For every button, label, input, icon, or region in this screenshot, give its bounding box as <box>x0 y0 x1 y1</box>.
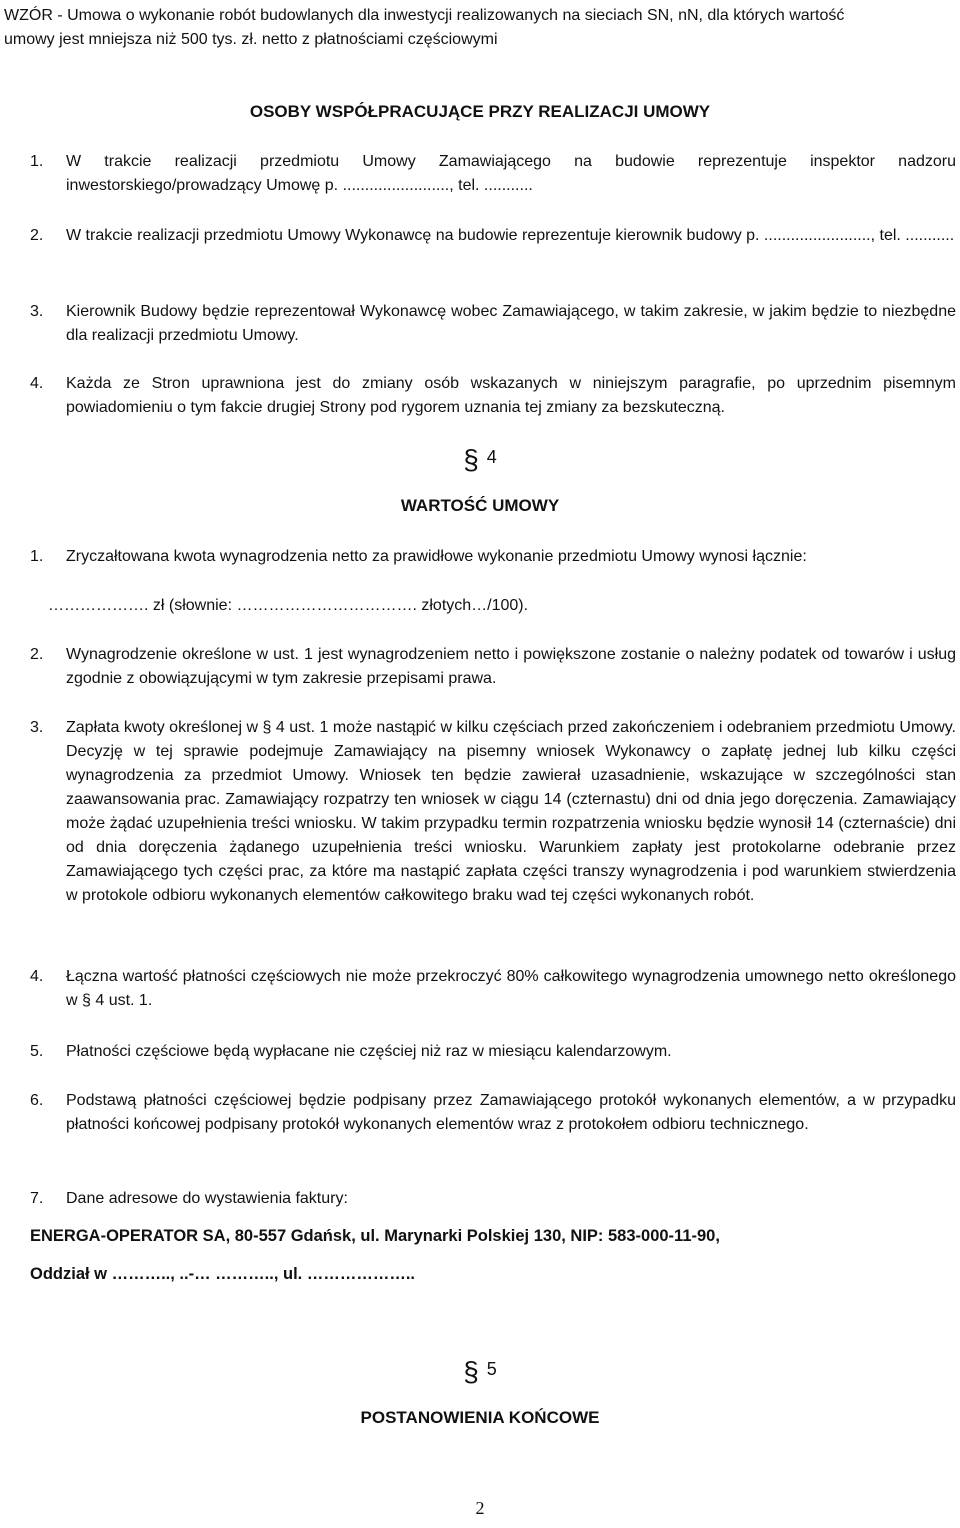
list-item <box>30 372 956 420</box>
section-5-marker <box>0 1356 960 1388</box>
section-number: 5 <box>486 1359 497 1379</box>
item-number: 4. <box>30 968 44 985</box>
item-text: Podstawą płatności częściowej będzie podpisany przez Zamawiającego protokół wykonanych elementów, a w przypadku płatności końcowej podpisany protokół wykonanych elementów wraz z protokołem odbioru technicznego. <box>66 1092 956 1133</box>
section-4-marker <box>0 444 960 476</box>
item-number: 3. <box>30 719 44 736</box>
item-text: W trakcie realizacji przedmiotu Umowy Zamawiającego na budowie reprezentuje inspektor nadzoru inwestorskiego/prowadzący Umowę p. ........................, tel. ........... <box>66 153 956 194</box>
list-item <box>30 1089 956 1137</box>
section-title-persons: OSOBY WSPÓŁPRACUJĄCE PRZY REALIZACJI UMOWY <box>249 102 711 121</box>
item-text: Każda ze Stron uprawniona jest do zmiany osób wskazanych w niniejszym paragrafie, po uprzednim pisemnym powiadomieniu o tym fakcie drugiej Strony pod rygorem uznania tej zmiany za bezskuteczną. <box>66 375 956 416</box>
item-text: Zryczałtowana kwota wynagrodzenia netto za prawidłowe wykonanie przedmiotu Umowy wynosi łącznie: <box>66 548 807 565</box>
header-line-1: WZÓR - Umowa o wykonanie robót budowlanych dla inwestycji realizowanych na sieciach SN, nN, dla których wartość <box>4 7 845 24</box>
item-number: 6. <box>30 1092 44 1109</box>
list-item <box>30 1187 956 1211</box>
header-line-2: umowy jest mniejsza niż 500 tys. zł. netto z płatnościami częściowymi <box>4 31 498 48</box>
section-title-value: WARTOŚĆ UMOWY <box>400 496 560 515</box>
list-item <box>30 300 956 348</box>
list-item <box>30 545 956 569</box>
item-number: 1. <box>30 153 44 170</box>
amount-text: ………………. zł (słownie: ……………………………. złotych…/100). <box>48 597 529 614</box>
item-number: 3. <box>30 303 44 320</box>
invoice-branch: Oddział w ……….., ..-… ……….., ul. ……………….. <box>30 1265 416 1283</box>
section-symbol: § <box>463 444 479 475</box>
page-number: 2 <box>475 1498 485 1518</box>
item-text: Łączna wartość płatności częściowych nie może przekroczyć 80% całkowitego wynagrodzenia umownego netto określonego w § 4 ust. 1. <box>66 968 956 1009</box>
list-item <box>30 643 956 691</box>
section-title-final: POSTANOWIENIA KOŃCOWE <box>360 1408 600 1427</box>
section-symbol: § <box>463 1356 479 1387</box>
item-number: 2. <box>30 227 44 244</box>
list-item <box>30 716 956 908</box>
item-number: 1. <box>30 548 44 565</box>
item-text: Zapłata kwoty określonej w § 4 ust. 1 może nastąpić w kilku częściach przed zakończeniem i odebraniem przedmiotu Umowy. Decyzję w tej sprawie podejmuje Zamawiający na pisemny wniosek Wykonawcy o zapłatę jednej lub kilku części wynagrodzenia za przedmiot Umowy. Wniosek ten będzie zawierał uzasadnienie, wskazujące w szczególności stan zaawansowania prac. Zamawiający rozpatrzy ten wniosek w ciągu 14 (czternastu) dni od dnia jego doręczenia. Zamawiający może żądać uzupełnienia treści wniosku. W takim przypadku termin rozpatrzenia wniosku będzie wynosił 14 (czternaście) dni od dnia doręczenia żądanego uzupełnienia treści wniosku. Warunkiem zapłaty jest protokolarne odebranie przez Zamawiającego tych części prac, za które ma nastąpić zapłata części transzy wynagrodzenia i pod warunkiem stwierdzenia w protokole odbioru wykonanych elementów całkowitego braku wad tej części wykonanych robót. <box>66 719 956 904</box>
item-number: 7. <box>30 1190 44 1207</box>
item-text: W trakcie realizacji przedmiotu Umowy Wykonawcę na budowie reprezentuje kierownik budowy p. ........................, tel. ........... <box>66 227 955 244</box>
list-item <box>30 1040 956 1064</box>
list-item <box>30 224 956 248</box>
item-text: Płatności częściowe będą wypłacane nie częściej niż raz w miesiącu kalendarzowym. <box>66 1043 672 1060</box>
list-item <box>30 965 956 1013</box>
invoice-address: ENERGA-OPERATOR SA, 80-557 Gdańsk, ul. Marynarki Polskiej 130, NIP: 583-000-11-90, <box>30 1227 720 1245</box>
item-number: 4. <box>30 375 44 392</box>
item-text: Wynagrodzenie określone w ust. 1 jest wynagrodzeniem netto i powiększone zostanie o należny podatek od towarów i usług zgodnie z obowiązującymi w tym zakresie przepisami prawa. <box>66 646 956 687</box>
section-number: 4 <box>486 447 497 467</box>
item-text: Dane adresowe do wystawienia faktury: <box>66 1190 348 1207</box>
item-number: 2. <box>30 646 44 663</box>
amount-line <box>30 594 956 618</box>
item-number: 5. <box>30 1043 44 1060</box>
document-header <box>4 4 954 52</box>
list-item <box>30 150 956 198</box>
item-text: Kierownik Budowy będzie reprezentował Wykonawcę wobec Zamawiającego, w takim zakresie, w jakim będzie to niezbędne dla realizacji przedmiotu Umowy. <box>66 303 956 344</box>
